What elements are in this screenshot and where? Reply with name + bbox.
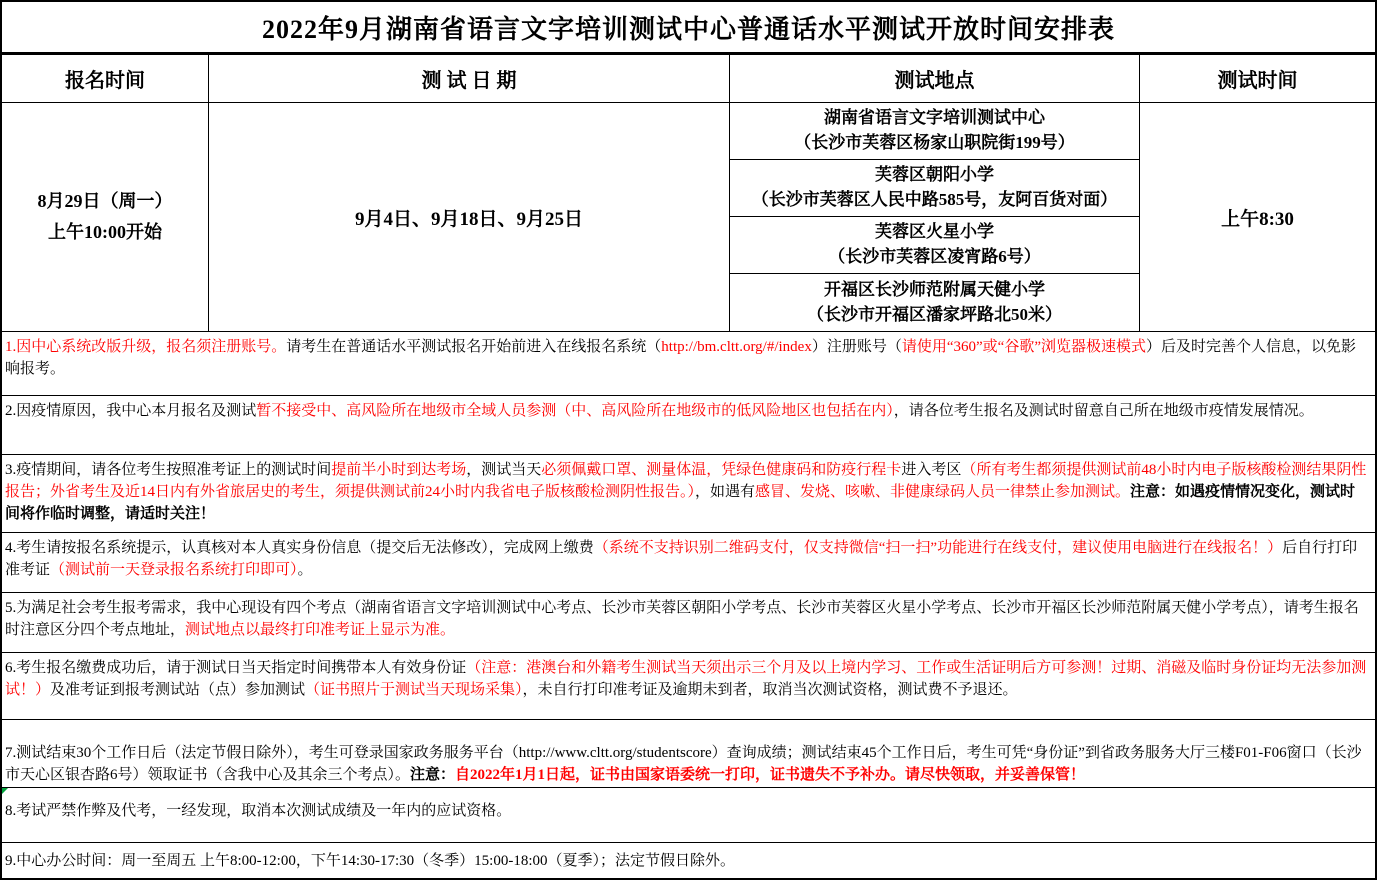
location-address: （长沙市开福区潘家坪路北50米） <box>807 304 1062 324</box>
note-row-9 <box>2 843 1375 878</box>
schedule-body <box>2 103 1375 332</box>
note-row-8 <box>2 788 1375 843</box>
note-row-7 <box>2 720 1375 788</box>
header-test-location: 测试地点 <box>730 55 1140 103</box>
note-row-1 <box>2 332 1375 396</box>
note-segment: 后自行打印准考证 <box>5 540 1358 579</box>
note-segment: ，如遇有 <box>695 484 756 501</box>
note-row-5 <box>2 593 1375 653</box>
note-segment: 注意：如遇疫情情况变化，测试时间将作临时调整，请适时关注！ <box>5 484 1356 523</box>
test-time-cell: 上午8:30 <box>1221 208 1294 230</box>
note-segment: ）注册账号（ <box>811 339 902 355</box>
note-segment: 注意： <box>410 767 456 784</box>
note-row-6 <box>2 653 1375 720</box>
location-address: （长沙市芙蓉区人民中路585号，友阿百货对面） <box>751 190 1118 209</box>
note-segment: （测试前一天登录报名系统打印即可） <box>50 562 298 579</box>
note-segment: 请考生在普通话水平测试报名开始前进入在线报名系统（ <box>286 339 662 355</box>
location-address: （长沙市芙蓉区凌宵路6号） <box>828 247 1041 266</box>
note-segment: ，未自行打印准考证及逾期未到者，取消当次测试资格，测试费不予退还。 <box>522 682 1018 699</box>
note-segment: （所有考生都须提供测试前48小时内电子版核酸检测结果阴性报告；外省考生及近14日内有外省旅居史的考生，须提供测试前24小时内我省电子版核酸检测阴性报告。） <box>5 462 1367 501</box>
signup-time-line2: 上午10:00开始 <box>48 222 162 242</box>
note-segment: （系统不支持识别二维码支付，仅支持微信“扫一扫”功能进行在线支付，建议使用电脑进行在线报名！） <box>593 540 1283 556</box>
location-cell-2 <box>730 160 1140 217</box>
location-address: （长沙市芙蓉区杨家山职院街199号） <box>794 133 1075 152</box>
test-dates-cell: 9月4日、9月18日、9月25日 <box>209 103 730 331</box>
note-segment: 感冒、发烧、咳嗽、非健康绿码人员一律禁止参加测试。 <box>755 484 1131 501</box>
note-segment: 提前半小时到达考场 <box>331 462 467 478</box>
note-segment: 必须佩戴口罩、测量体温，凭绿色健康码和防疫行程卡 <box>541 462 902 478</box>
note-segment: 4.考生请按报名系统提示，认真核对本人真实身份信息（提交后无法修改），完成网上缴费 <box>5 540 594 556</box>
note-row-4 <box>2 533 1375 593</box>
location-cell-4 <box>730 274 1140 331</box>
note-row-3 <box>2 455 1375 533</box>
location-name: 芙蓉区朝阳小学 <box>875 165 994 185</box>
note-segment: 。 <box>297 562 313 579</box>
note-segment: 8.考试严禁作弊及代考，一经发现，取消本次测试成绩及一年内的应试资格。 <box>5 803 512 819</box>
note-segment: （证书照片于测试当天现场采集） <box>305 682 523 699</box>
note-segment: 测试地点以最终打印准考证上显示为准。 <box>185 622 456 639</box>
note-row-2 <box>2 396 1375 455</box>
cell-flag-icon <box>2 788 8 794</box>
page-title: 2022年9月湖南省语言文字培训测试中心普通话水平测试开放时间安排表 <box>2 2 1375 55</box>
note-segment: 进入考区 <box>901 462 962 478</box>
note-segment: 暂不接受中、高风险所在地级市全域人员参测（中、高风险所在地级市的低风险地区也包括在内） <box>256 403 894 419</box>
header-signup-time: 报名时间 <box>2 55 209 103</box>
note-segment: 2.因疫情原因，我中心本月报名及测试 <box>5 403 257 419</box>
table-header <box>2 55 1375 103</box>
note-segment: ）后及时完善个人信息，以免影响报考。 <box>5 339 1357 378</box>
note-segment: 6.考生报名缴费成功后，请于测试日当天指定时间携带本人有效身份证 <box>5 660 467 676</box>
location-name: 芙蓉区火星小学 <box>875 222 994 242</box>
location-cell-1 <box>730 103 1140 160</box>
signup-time-line1: 8月29日（周一） <box>37 191 173 212</box>
note-segment: ，测试当天 <box>466 462 542 478</box>
location-name: 湖南省语言文字培训测试中心 <box>824 108 1045 128</box>
location-cell-3 <box>730 217 1140 274</box>
note-segment: 1.因中心系统改版升级，报名须注册账号。 <box>5 339 287 355</box>
note-segment: 自2022年1月1日起，证书由国家语委统一打印，证书遗失不予补办。请尽快领取，并妥善保管！ <box>455 767 1086 784</box>
header-test-time: 测试时间 <box>1140 55 1375 103</box>
note-segment: 5.为满足社会考生报考需求，我中心现设有四个考点（湖南省语言文字培训测试中心考点、长沙市芙蓉区朝阳小学考点、长沙市芙蓉区火星小学考点、长沙市开福区长沙师范附属天健小学考点），请考生报名时注意区分四个考点地址， <box>5 600 1359 639</box>
note-segment: 及准考证到报考测试站（点）参加测试 <box>50 682 306 699</box>
note-segment: http://bm.cltt.org/#/index <box>661 339 812 355</box>
note-segment: （注意：港澳台和外籍考生测试当天须出示三个月及以上境内学习、工作或生活证明后方可参测！过期、消磁及临时身份证均无法参加测试！） <box>5 660 1367 699</box>
signup-time-cell <box>2 103 209 331</box>
location-name: 开福区长沙师范附属天健小学 <box>824 279 1045 299</box>
note-segment: 请使用“360”或“谷歌”浏览器极速模式 <box>901 339 1146 355</box>
note-segment: 3.疫情期间，请各位考生按照准考证上的测试时间 <box>5 462 332 478</box>
note-segment: ，请各位考生报名及测试时留意自己所在地级市疫情发展情况。 <box>893 403 1314 419</box>
header-test-date: 测 试 日 期 <box>209 55 730 103</box>
note-segment: 7.测试结束30个工作日后（法定节假日除外），考生可登录国家政务服务平台（http://www.cltt.org/studentscore）查询成绩；测试结束45个工作日后，考生可凭“身份证”到省政务服务大厅三楼F01-F06窗口（长沙市天心区银杏路6号）领取证书（含我中心及其余三个考点）。 <box>5 745 1362 784</box>
note-segment: 9.中心办公时间：周一至周五 上午8:00-12:00，下午14:30-17:30（冬季）15:00-18:00（夏季）；法定节假日除外。 <box>5 853 735 869</box>
